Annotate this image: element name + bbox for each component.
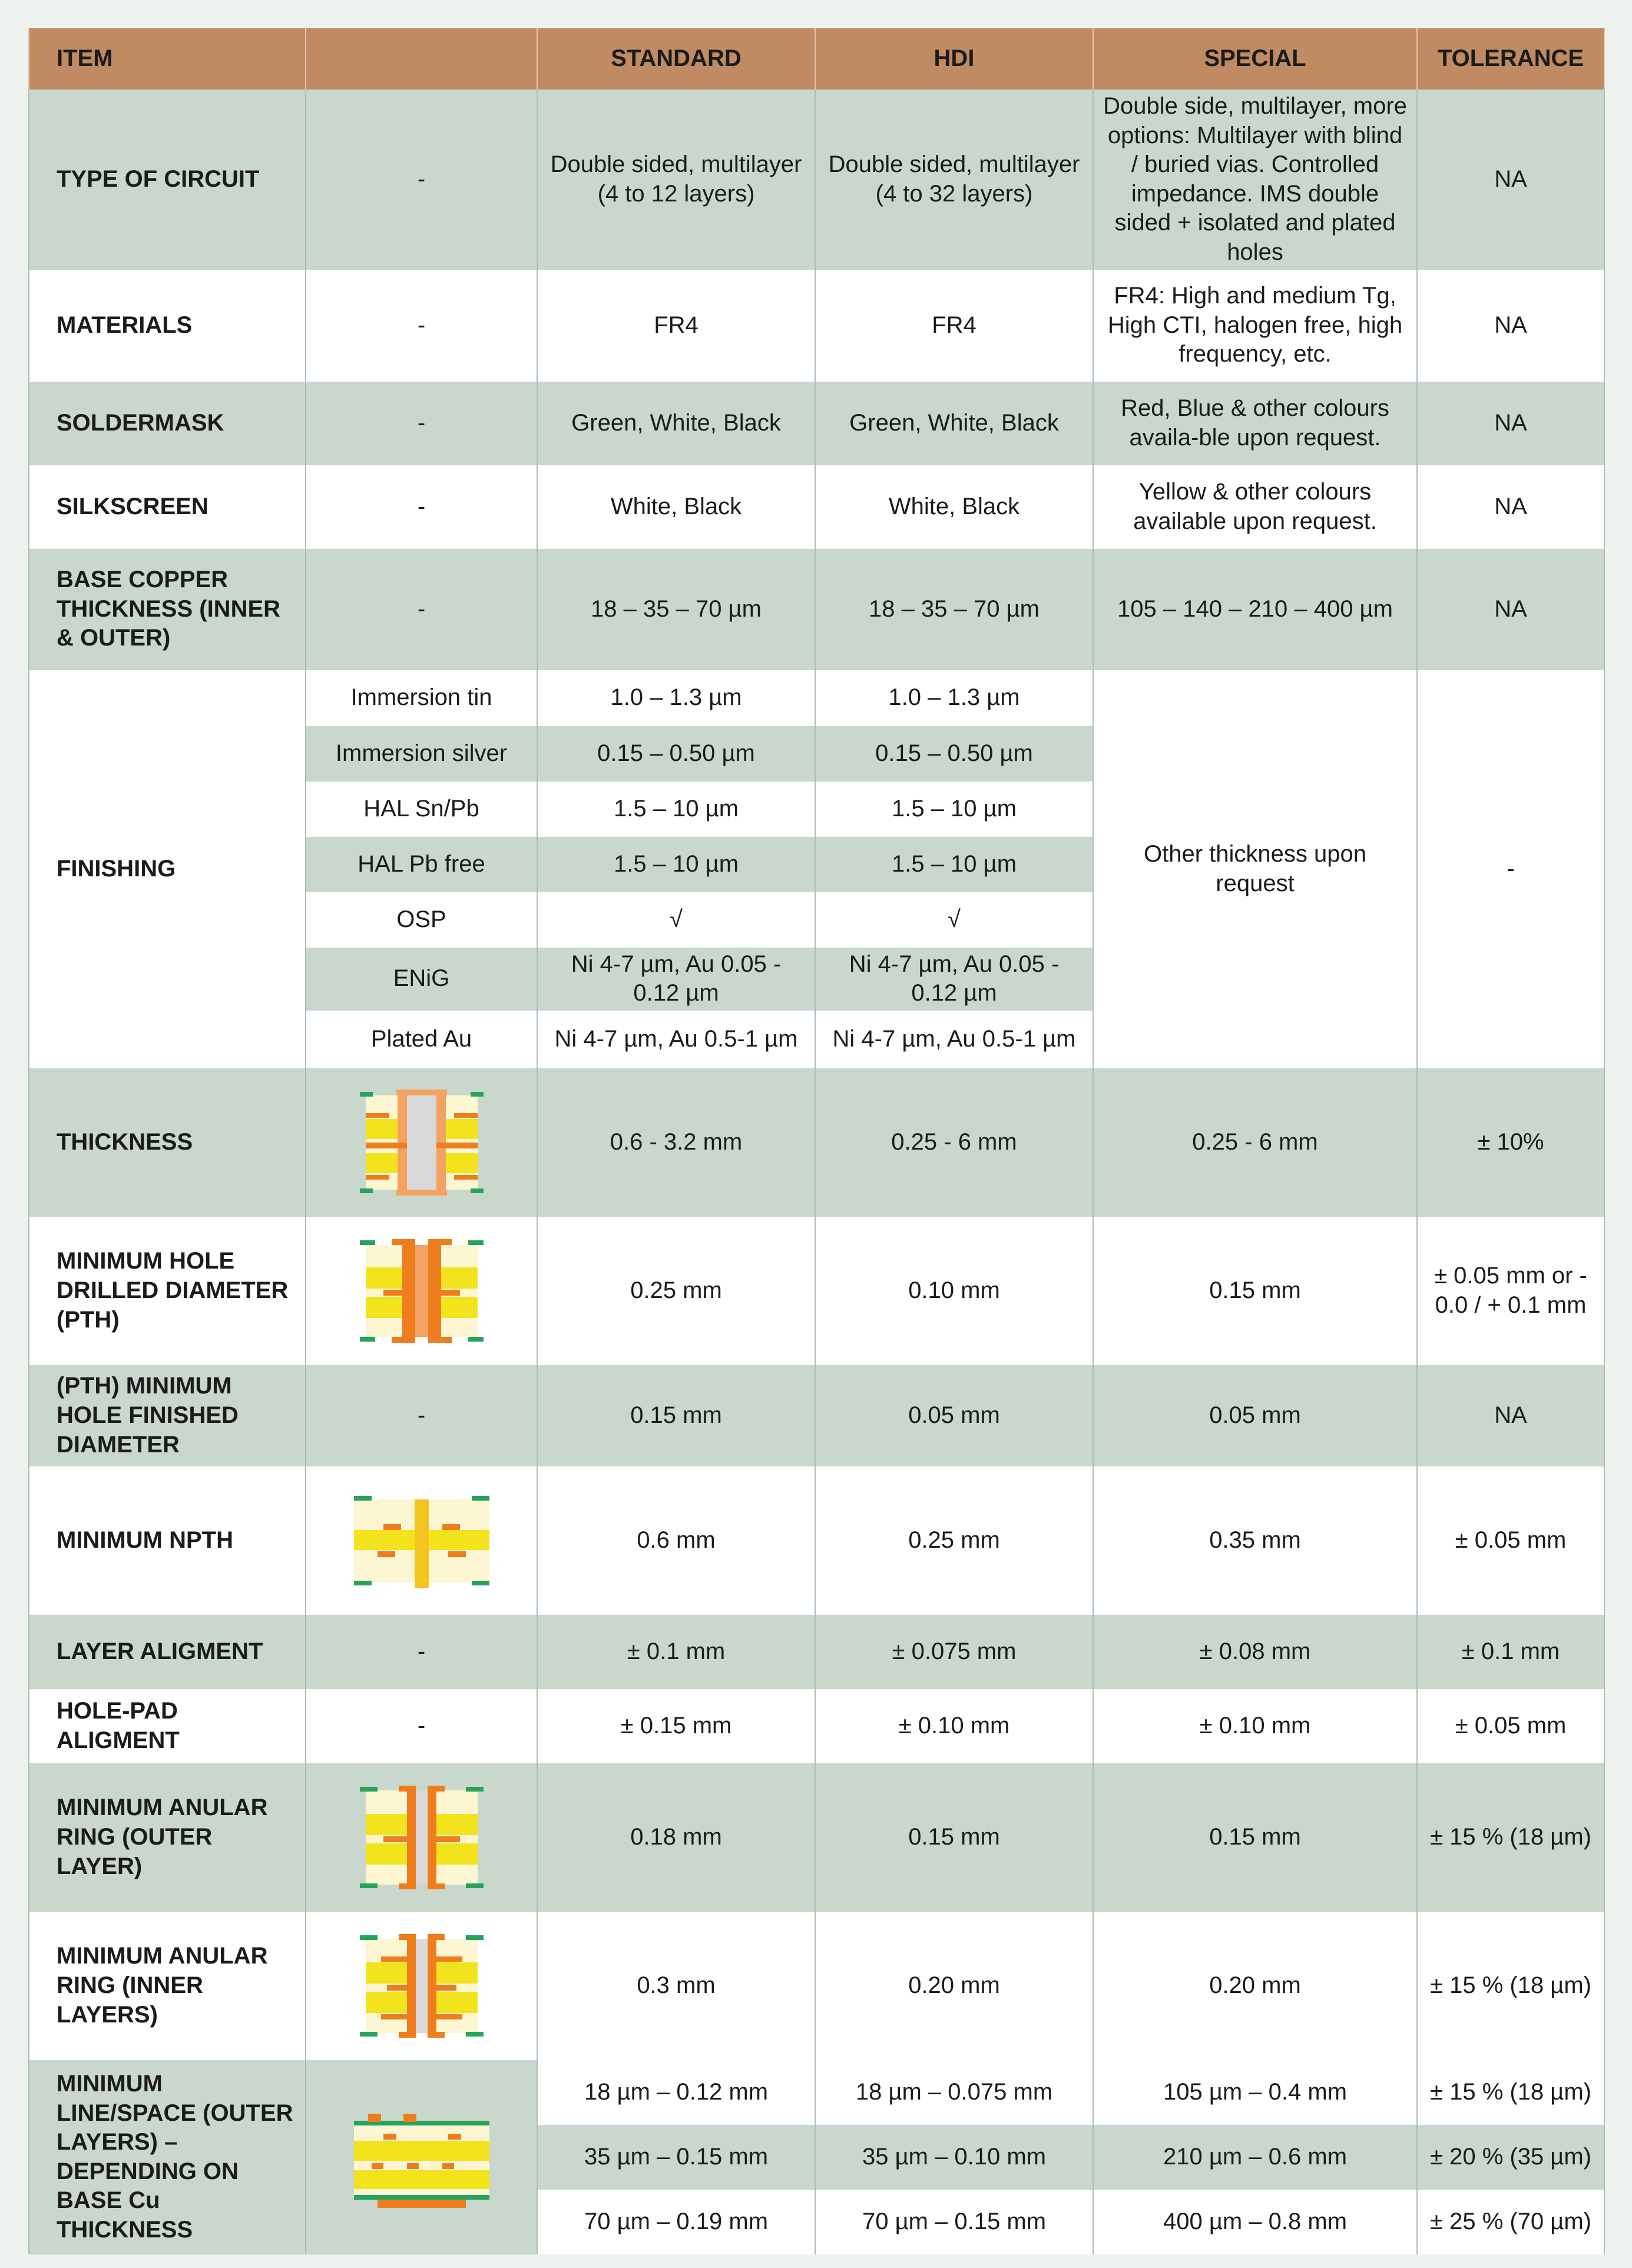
sub-label: -	[306, 1365, 537, 1466]
item-label: BASE COPPER THICKNESS (INNER & OUTER)	[29, 549, 306, 670]
sub-label: -	[306, 90, 537, 270]
item-label: SOLDERMASK	[29, 382, 306, 465]
tolerance-value: NA	[1417, 549, 1604, 670]
standard-value: 0.15 mm	[537, 1365, 815, 1466]
special-value: FR4: High and medium Tg, High CTI, halogen free, high frequency, etc.	[1093, 270, 1417, 382]
tolerance-value: ± 0.1 mm	[1417, 1615, 1604, 1689]
hdi-value: Green, White, Black	[815, 382, 1093, 465]
hdi-value: 1.5 – 10 µm	[815, 782, 1093, 837]
standard-value: 0.18 mm	[537, 1763, 815, 1912]
hdi-value: 1.0 – 1.3 µm	[815, 670, 1093, 726]
standard-value: 1.5 – 10 µm	[537, 837, 815, 892]
hdi-value: √	[815, 892, 1093, 948]
row-anular-outer	[29, 1763, 1604, 1912]
item-label: TYPE OF CIRCUIT	[29, 90, 306, 270]
item-label: MINIMUM HOLE DRILLED DIAMETER (PTH)	[29, 1217, 306, 1365]
row-base-copper	[29, 549, 1604, 670]
sub-label: -	[306, 382, 537, 465]
sub-label: ENiG	[306, 948, 537, 1011]
item-label: MINIMUM ANULAR RING (INNER LAYERS)	[29, 1912, 306, 2060]
tolerance-value: ± 20 % (35 µm)	[1417, 2125, 1604, 2190]
diagram-cell	[306, 1217, 537, 1365]
standard-value: 0.6 - 3.2 mm	[537, 1068, 815, 1217]
pcb-thickness-icon	[348, 1084, 495, 1201]
item-label: (PTH) MINIMUM HOLE FINISHED DIAMETER	[29, 1365, 306, 1466]
special-value: 0.15 mm	[1093, 1763, 1417, 1912]
diagram-cell	[306, 2060, 537, 2254]
sub-label: OSP	[306, 892, 537, 948]
standard-value: Green, White, Black	[537, 382, 815, 465]
pcb-anular-inner-icon	[348, 1927, 495, 2045]
special-value: 0.35 mm	[1093, 1466, 1417, 1615]
hdi-value: 0.25 - 6 mm	[815, 1068, 1093, 1217]
tolerance-value: NA	[1417, 465, 1604, 549]
hdi-value: Ni 4-7 µm, Au 0.5-1 µm	[815, 1011, 1093, 1068]
sub-label: HAL Sn/Pb	[306, 782, 537, 837]
item-label: THICKNESS	[29, 1068, 306, 1217]
hdi-value: 1.5 – 10 µm	[815, 837, 1093, 892]
tolerance-value: ± 15 % (18 µm)	[1417, 1763, 1604, 1912]
tolerance-value: ± 0.05 mm or - 0.0 / + 0.1 mm	[1417, 1217, 1604, 1365]
special-value: 0.05 mm	[1093, 1365, 1417, 1466]
pcb-line-space-icon	[348, 2098, 495, 2216]
pcb-anular-outer-icon	[348, 1779, 495, 1896]
hdi-value: 18 µm – 0.075 mm	[815, 2060, 1093, 2125]
hdi-value: 0.25 mm	[815, 1466, 1093, 1615]
standard-value: 1.0 – 1.3 µm	[537, 670, 815, 726]
tolerance-value: NA	[1417, 270, 1604, 382]
diagram-cell	[306, 1763, 537, 1912]
standard-value: 1.5 – 10 µm	[537, 782, 815, 837]
special-value: 105 µm – 0.4 mm	[1093, 2060, 1417, 2125]
special-value: ± 0.08 mm	[1093, 1615, 1417, 1689]
hdi-value: Ni 4-7 µm, Au 0.05 - 0.12 µm	[815, 948, 1093, 1011]
item-label: HOLE-PAD ALIGMENT	[29, 1689, 306, 1763]
hdi-value: ± 0.075 mm	[815, 1615, 1093, 1689]
special-value: ± 0.10 mm	[1093, 1689, 1417, 1763]
standard-value: √	[537, 892, 815, 948]
row-min-npth	[29, 1466, 1604, 1615]
standard-value: FR4	[537, 270, 815, 382]
tolerance-value: ± 0.05 mm	[1417, 1466, 1604, 1615]
row-anular-inner	[29, 1912, 1604, 2060]
special-value: 0.15 mm	[1093, 1217, 1417, 1365]
standard-value: 0.15 – 0.50 µm	[537, 726, 815, 782]
special-value: 0.25 - 6 mm	[1093, 1068, 1417, 1217]
header-hdi: HDI	[815, 28, 1093, 90]
tolerance-value: NA	[1417, 90, 1604, 270]
standard-value: 0.3 mm	[537, 1912, 815, 2060]
standard-value: 70 µm – 0.19 mm	[537, 2190, 815, 2254]
item-label: MATERIALS	[29, 270, 306, 382]
hdi-value: 0.15 mm	[815, 1763, 1093, 1912]
item-label: FINISHING	[29, 670, 306, 1068]
row-finishing-immersion-tin	[29, 670, 1604, 726]
row-thickness	[29, 1068, 1604, 1217]
tolerance-value: ± 25 % (70 µm)	[1417, 2190, 1604, 2254]
standard-value: 18 µm – 0.12 mm	[537, 2060, 815, 2125]
row-min-hole-drilled	[29, 1217, 1604, 1365]
hdi-value: FR4	[815, 270, 1093, 382]
hdi-value: Double sided, multilayer (4 to 32 layers)	[815, 90, 1093, 270]
header-sub	[306, 28, 537, 90]
row-soldermask	[29, 382, 1604, 465]
hdi-value: 35 µm – 0.10 mm	[815, 2125, 1093, 2190]
header-special: SPECIAL	[1093, 28, 1417, 90]
header-row	[29, 28, 1604, 90]
standard-value: White, Black	[537, 465, 815, 549]
hdi-value: 0.20 mm	[815, 1912, 1093, 2060]
row-layer-alignment	[29, 1615, 1604, 1689]
standard-value: 18 – 35 – 70 µm	[537, 549, 815, 670]
diagram-cell	[306, 1466, 537, 1615]
special-value: Other thickness upon request	[1093, 670, 1417, 1068]
tolerance-value: ± 0.05 mm	[1417, 1689, 1604, 1763]
hdi-value: 0.10 mm	[815, 1217, 1093, 1365]
standard-value: Ni 4-7 µm, Au 0.5-1 µm	[537, 1011, 815, 1068]
sub-label: -	[306, 1615, 537, 1689]
row-min-hole-finished	[29, 1365, 1604, 1466]
sub-label: -	[306, 270, 537, 382]
standard-value: ± 0.1 mm	[537, 1615, 815, 1689]
special-value: Yellow & other colours available upon request.	[1093, 465, 1417, 549]
item-label: MINIMUM ANULAR RING (OUTER LAYER)	[29, 1763, 306, 1912]
diagram-cell	[306, 1068, 537, 1217]
tolerance-value: NA	[1417, 1365, 1604, 1466]
row-type-of-circuit	[29, 90, 1604, 270]
hdi-value: White, Black	[815, 465, 1093, 549]
row-line-space-18	[29, 2060, 1604, 2125]
special-value: Double side, multilayer, more options: Multilayer with blind / buried vias. Controlled impedance. IMS double sided + isolated and plated holes	[1093, 90, 1417, 270]
row-materials	[29, 270, 1604, 382]
hdi-value: 18 – 35 – 70 µm	[815, 549, 1093, 670]
tolerance-value: NA	[1417, 382, 1604, 465]
item-label: MINIMUM LINE/SPACE (OUTER LAYERS) – DEPENDING ON BASE Cu THICKNESS	[29, 2060, 306, 2254]
item-label: SILKSCREEN	[29, 465, 306, 549]
item-label: MINIMUM NPTH	[29, 1466, 306, 1615]
standard-value: Ni 4-7 µm, Au 0.05 - 0.12 µm	[537, 948, 815, 1011]
header-standard: STANDARD	[537, 28, 815, 90]
hdi-value: 70 µm – 0.15 mm	[815, 2190, 1093, 2254]
tolerance-value: -	[1417, 670, 1604, 1068]
sub-label: -	[306, 1689, 537, 1763]
item-label: LAYER ALIGMENT	[29, 1615, 306, 1689]
pcb-pth-hole-icon	[348, 1232, 495, 1350]
header-tolerance: TOLERANCE	[1417, 28, 1604, 90]
standard-value: 35 µm – 0.15 mm	[537, 2125, 815, 2190]
special-value: 210 µm – 0.6 mm	[1093, 2125, 1417, 2190]
header-item: ITEM	[29, 28, 306, 90]
sub-label: -	[306, 549, 537, 670]
standard-value: 0.25 mm	[537, 1217, 815, 1365]
pcb-spec-table	[28, 28, 1605, 2254]
special-value: Red, Blue & other colours availa-ble upon request.	[1093, 382, 1417, 465]
special-value: 105 – 140 – 210 – 400 µm	[1093, 549, 1417, 670]
standard-value: 0.6 mm	[537, 1466, 815, 1615]
row-hole-pad-alignment	[29, 1689, 1604, 1763]
standard-value: ± 0.15 mm	[537, 1689, 815, 1763]
hdi-value: 0.15 – 0.50 µm	[815, 726, 1093, 782]
sub-label: Immersion tin	[306, 670, 537, 726]
hdi-value: 0.05 mm	[815, 1365, 1093, 1466]
diagram-cell	[306, 1912, 537, 2060]
hdi-value: ± 0.10 mm	[815, 1689, 1093, 1763]
standard-value: Double sided, multilayer (4 to 12 layers)	[537, 90, 815, 270]
tolerance-value: ± 10%	[1417, 1068, 1604, 1217]
row-silkscreen	[29, 465, 1604, 549]
special-value: 400 µm – 0.8 mm	[1093, 2190, 1417, 2254]
special-value: 0.20 mm	[1093, 1912, 1417, 2060]
sub-label: -	[306, 465, 537, 549]
pcb-npth-icon	[348, 1482, 495, 1600]
sub-label: HAL Pb free	[306, 837, 537, 892]
tolerance-value: ± 15 % (18 µm)	[1417, 1912, 1604, 2060]
sub-label: Plated Au	[306, 1011, 537, 1068]
sub-label: Immersion silver	[306, 726, 537, 782]
tolerance-value: ± 15 % (18 µm)	[1417, 2060, 1604, 2125]
